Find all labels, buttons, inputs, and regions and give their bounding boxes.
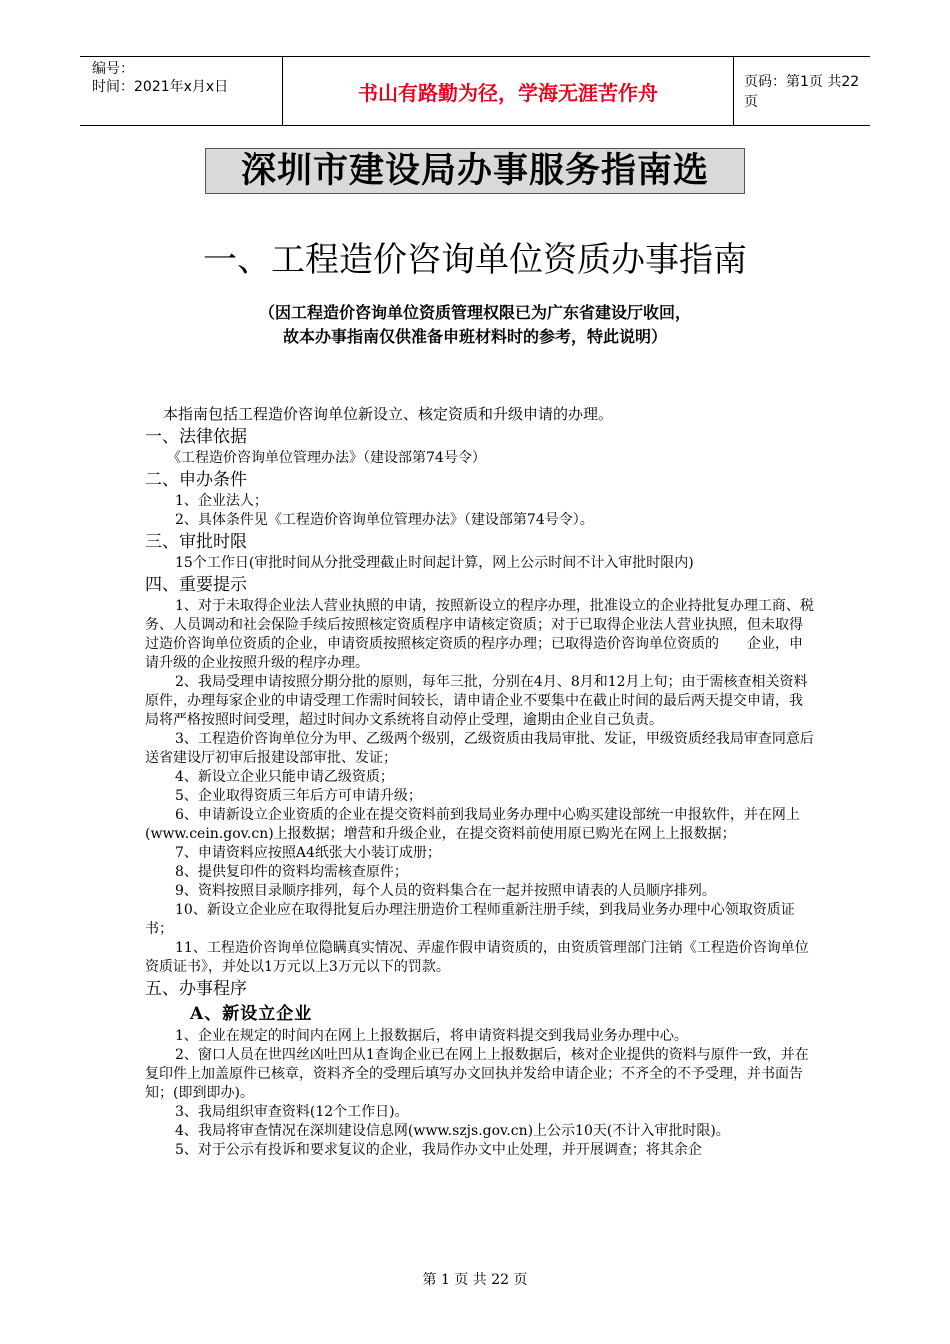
document-body xyxy=(145,403,815,1160)
paragraph: 4、新设立企业只能申请乙级资质； xyxy=(175,769,394,785)
paragraph: 3、我局组织审查资料(12个工作日)。 xyxy=(175,1104,409,1120)
paragraph: 9、资料按照目录顺序排列，每个人员的资料集合在一起并按照申请表的人员顺序排列。 xyxy=(175,883,716,899)
document-title: 深圳市建设局办事服务指南选 xyxy=(205,148,745,194)
section-heading-conditions: 二、申办条件 xyxy=(145,470,247,490)
paragraph: 8、提供复印件的资料均需核查原件； xyxy=(175,864,408,880)
paragraph: 2、具体条件见《工程造价咨询单位管理办法》（建设部第74号令）。 xyxy=(175,512,594,528)
section-heading-time-limit: 三、审批时限 xyxy=(145,532,247,552)
paragraph: 10、新设立企业应在取得批复后办理注册造价工程师重新注册手续，到我局业务办理中心领取资质证书； xyxy=(145,902,795,937)
time-label: 时间：2021年x月x日 xyxy=(92,79,229,95)
paragraph: 6、申请新设立企业资质的企业在提交资料前到我局业务办理中心购买建设部统一申报软件，并在网上(www.cein.gov.cn)上报数据；增营和升级企业，在提交资料前使用原已购光在网上上报数据； xyxy=(145,807,800,842)
paragraph: 5、对于公示有投诉和要求复议的企业，我局作办文中止处理，并开展调查；将其余企 xyxy=(175,1142,702,1158)
paragraph: 15个工作日(审批时间从分批受理截止时间起计算，网上公示时间不计入审批时限内) xyxy=(175,555,694,571)
chapter-title: 一、工程造价咨询单位资质办事指南 xyxy=(203,240,747,280)
paragraph: 1、企业在规定的时间内在网上上报数据后，将申请资料提交到我局业务办理中心。 xyxy=(175,1028,688,1044)
page-footer: 第 1 页 共 22 页 xyxy=(422,1272,528,1288)
intro-paragraph: 本指南包括工程造价咨询单位新设立、核定资质和升级申请的办理。 xyxy=(163,405,614,423)
paragraph: 7、申请资料应按照A4纸张大小装订成册； xyxy=(175,845,441,861)
paragraph: 《工程造价咨询单位管理办法》（建设部第74号令） xyxy=(167,450,486,466)
section-heading-notes: 四、重要提示 xyxy=(145,575,247,595)
paragraph: 1、企业法人； xyxy=(175,493,268,509)
notice-line: （因工程造价咨询单位资质管理权限已为广东省建设厅收回， xyxy=(258,303,691,322)
notice-line: 故本办事指南仅供准备申班材料时的参考，特此说明） xyxy=(282,327,667,346)
paragraph: 2、我局受理申请按照分期分批的原则，每年三批，分别在4月、8月和12月上旬；由于需核查相关资料原件，办理每家企业的申请受理工作需时间较长，请申请企业不要集中在截止时间的最后两天提交申请，我局将严格按照时间受理，超过时间办文系统将自动停止受理，逾期由企业自己负责。 xyxy=(145,674,808,728)
notice xyxy=(0,301,950,349)
paragraph: 1、对于未取得企业法人营业执照的申请，按照新设立的程序办理，批准设立的企业持批复办理工商、税务、人员调动和社会保险手续后按照核定资质程序申请核定资质；对于已取得企业法人营业执照，但未取得过造价咨询单位资质的企业，申请资质按照核定资质的程序办理；已取得造价咨询单位资质的 企业，申请升级的企业按照升级的程序办理。 xyxy=(145,598,814,671)
header-meta xyxy=(80,57,282,125)
header-page-info: 页码：第1页 共22页 xyxy=(744,74,860,110)
paragraph: 11、工程造价咨询单位隐瞒真实情况、弄虚作假申请资质的，由资质管理部门注销《工程造价咨询单位资质证书》，并处以1万元以上3万元以下的罚款。 xyxy=(145,940,809,975)
paragraph: 2、窗口人员在世四丝凶吐凹从1查询企业已在网上上报数据后，核对企业提供的资料与原件一致，并在复印件上加盖原件已核章，资料齐全的受理后填写办文回执并发给申请企业；不齐全的不予受理，并书面告知；(即到即办)。 xyxy=(145,1047,809,1101)
paragraph: 5、企业取得资质三年后方可申请升级； xyxy=(175,788,422,804)
paragraph: 4、我局将审查情况在深圳建设信息网(www.szjs.gov.cn)上公示10天(不计入审批时限)。 xyxy=(175,1123,730,1139)
header-motto: 书山有路勤为径，学海无涯苦作舟 xyxy=(282,57,734,125)
number-label: 编号： xyxy=(92,61,134,77)
subsection-heading-new-enterprise: A、新设立企业 xyxy=(190,1004,313,1024)
page-header xyxy=(80,56,870,126)
section-heading-procedure: 五、办事程序 xyxy=(145,979,247,999)
section-heading-legal-basis: 一、法律依据 xyxy=(145,427,247,447)
paragraph: 3、工程造价咨询单位分为甲、乙级两个级别，乙级资质由我局审批、发证，甲级资质经我局审查同意后送省建设厅初审后报建设部审批、发证； xyxy=(145,731,814,766)
